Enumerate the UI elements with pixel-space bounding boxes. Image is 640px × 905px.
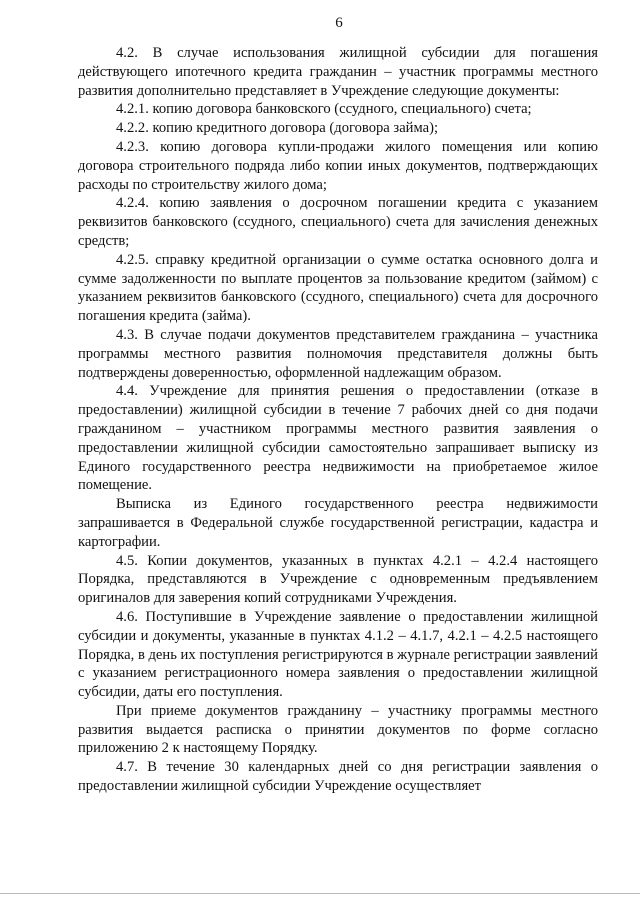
paragraph-4-4: 4.4. Учреждение для принятия решения о предоставлении (отказе в предоставлении) жилищной субсидии в течение 7 рабочих дней со дня подачи гражданином – участником программы местного развития заявления о предоставлении жилищной субсидии самостоятельно запрашивает выписку из Единого государственного реестра недвижимости на приобретаемое жилое помещение. [78,383,598,494]
paragraph-4-5: 4.5. Копии документов, указанных в пунктах 4.2.1 – 4.2.4 настоящего Порядка, представляются в Учреждение с одновременным предъявлением оригиналов для заверения копий сотрудниками Учреждения. [78,552,598,607]
page-bottom-rule [0,893,640,894]
paragraph-4-2-1: 4.2.1. копию договора банковского (ссудного, специального) счета; [116,101,532,118]
paragraph-4-2-3: 4.2.3. копию договора купли-продажи жилого помещения или копию договора строительного подряда либо копии иных документов, подтверждающих расходы по строительству жилого дома; [78,138,598,193]
paragraph-4-2-2: 4.2.2. копию кредитного договора (договора займа); [116,120,439,137]
paragraph-4-6: 4.6. Поступившие в Учреждение заявление о предоставлении жилищной субсидии и документы, указанные в пунктах 4.1.2 – 4.1.7, 4.2.1 – 4.2.5 настоящего Порядка, в день их поступления регистрируются в журнале регистрации заявлений с указанием регистрационного номера заявления о предоставлении жилищной субсидии, даты его поступления. [78,608,598,701]
paragraph-4-6-receipt: При приеме документов гражданину – участнику программы местного развития выдается расписка о принятии документов по форме согласно приложению 2 к настоящему Порядку. [78,702,598,757]
paragraph-4-7: 4.7. В течение 30 календарных дней со дня регистрации заявления о предоставлении жилищной субсидии Учреждение осуществляет [78,759,598,795]
paragraph-4-2: 4.2. В случае использования жилищной субсидии для погашения действующего ипотечного кредита гражданин – участник программы местного развития дополнительно представляет в Учреждение следующие документы: [78,45,598,99]
paragraph-4-3: 4.3. В случае подачи документов представителем гражданина – участника программы местного развития полномочия представителя должны быть подтверждены доверенностью, оформленной надлежащим образом. [78,326,598,381]
page-number: 6 [335,15,343,31]
paragraph-4-2-4: 4.2.4. копию заявления о досрочном погашении кредита с указанием реквизитов банковского (ссудного, специального) счета для зачисления денежных средств; [78,195,598,249]
paragraph-4-2-5: 4.2.5. справку кредитной организации о сумме остатка основного долга и сумме задолженности по выплате процентов за пользование кредитом (займом) с указанием реквизитов банковского (ссудного, специального) счета для досрочного погашения кредита (займа). [78,251,598,325]
paragraph-4-4-extract: Выписка из Единого государственного реестра недвижимости запрашивается в Федеральной службе государственной регистрации, кадастра и картографии. [78,496,598,550]
